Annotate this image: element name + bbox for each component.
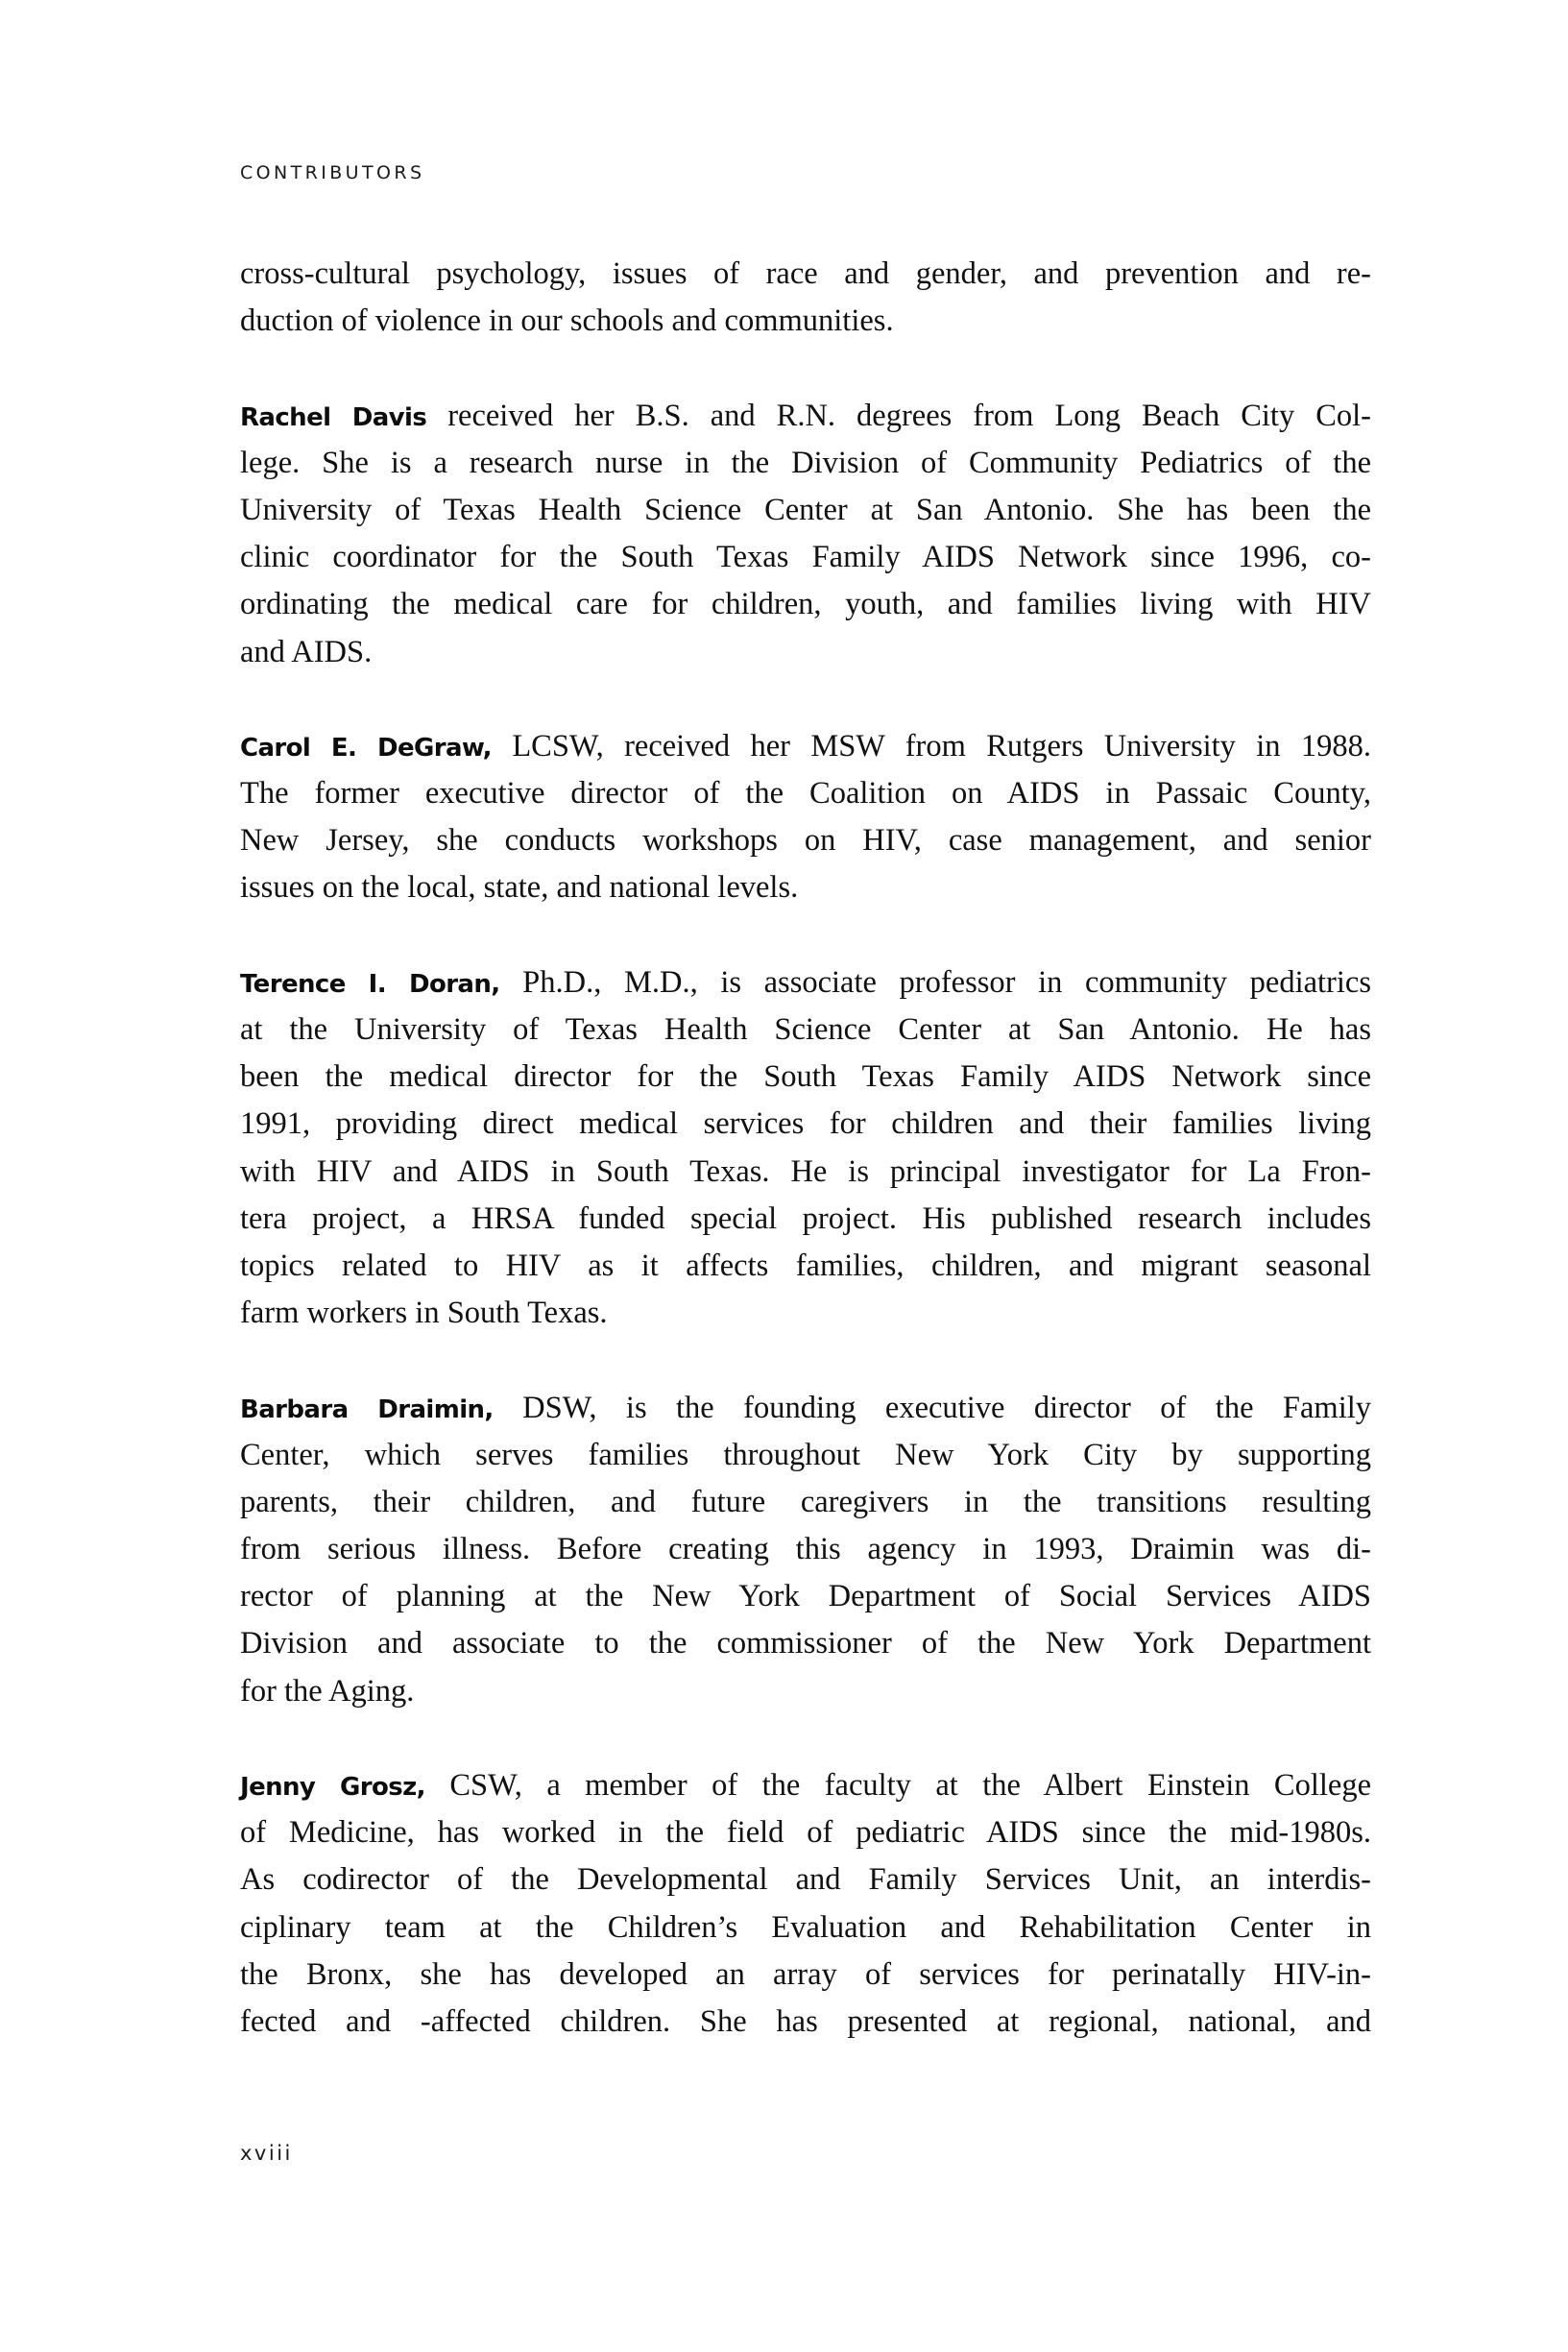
text-line: been the medical director for the South Texas Family AIDS Network since	[240, 1059, 1371, 1095]
text-line: Barbara Draimin, DSW, is the founding executive director of the Family	[240, 1390, 1371, 1425]
contributor-entry-barbara-draimin	[240, 1385, 1371, 1715]
text-line: fected and -affected children. She has presented at regional, national, and	[240, 2003, 1371, 2039]
contributor-name: Terence I. Doran,	[240, 969, 500, 999]
text-line: rector of planning at the New York Department of Social Services AIDS	[240, 1579, 1371, 1614]
page-number: xviii	[240, 2142, 293, 2165]
text-line: the Bronx, she has developed an array of services for perinatally HIV-in-	[240, 1956, 1371, 1992]
text-line: New Jersey, she conducts workshops on HIV, case management, and senior	[240, 823, 1371, 859]
text-line: ordinating the medical care for children, youth, and families living with HIV	[240, 587, 1371, 622]
contributor-entry-rachel-davis	[240, 393, 1371, 676]
text-line: cross-cultural psychology, issues of race and gender, and prevention and re-	[240, 256, 1371, 291]
text-line: farm workers in South Texas.	[240, 1296, 608, 1331]
text-line: 1991, providing direct medical services for children and their families living	[240, 1106, 1371, 1142]
contributor-name: Jenny Grosz,	[240, 1773, 425, 1802]
text-line: Center, which serves families throughout New York City by supporting	[240, 1437, 1371, 1472]
text-line: at the University of Texas Health Science Center at San Antonio. He has	[240, 1012, 1371, 1047]
text-line: Terence I. Doran, Ph.D., M.D., is associate professor in community pediatrics	[240, 964, 1371, 1000]
text-line: Division and associate to the commissioner of the New York Department	[240, 1626, 1371, 1661]
text-line: lege. She is a research nurse in the Division of Community Pediatrics of the	[240, 445, 1371, 480]
contributor-name: Rachel Davis	[240, 402, 427, 432]
contributor-entry-carol-degraw	[240, 723, 1371, 912]
running-head: CONTRIBUTORS	[240, 162, 425, 183]
text-line: from serious illness. Before creating this agency in 1993, Draimin was di-	[240, 1532, 1371, 1567]
text-line: topics related to HIV as it affects families, children, and migrant seasonal	[240, 1248, 1371, 1283]
text-line: of Medicine, has worked in the field of pediatric AIDS since the mid-1980s.	[240, 1815, 1371, 1851]
text-line: with HIV and AIDS in South Texas. He is principal investigator for La Fron-	[240, 1153, 1371, 1189]
body-text-column	[240, 251, 1371, 2093]
text-line: tera project, a HRSA funded special project. His published research includes	[240, 1200, 1371, 1236]
text-line: University of Texas Health Science Center at San Antonio. She has been the	[240, 492, 1371, 527]
text-line: clinic coordinator for the South Texas Family AIDS Network since 1996, co-	[240, 540, 1371, 575]
paragraph-continuation	[240, 251, 1371, 345]
text-line: As codirector of the Developmental and Family Services Unit, an interdis-	[240, 1862, 1371, 1898]
contributor-entry-terence-doran	[240, 959, 1371, 1338]
text-line: The former executive director of the Coalition on AIDS in Passaic County,	[240, 776, 1371, 812]
text-line: duction of violence in our schools and communities.	[240, 303, 894, 339]
text-line: and AIDS.	[240, 634, 373, 669]
text-line: issues on the local, state, and national levels.	[240, 870, 799, 906]
contributor-name: Carol E. DeGraw,	[240, 733, 492, 763]
contributor-name: Barbara Draimin,	[240, 1394, 494, 1424]
text-line: Jenny Grosz, CSW, a member of the faculty at the Albert Einstein College	[240, 1768, 1371, 1803]
text-line: Carol E. DeGraw, LCSW, received her MSW from Rutgers University in 1988.	[240, 728, 1371, 764]
text-line: for the Aging.	[240, 1673, 415, 1709]
text-line: parents, their children, and future caregivers in the transitions resulting	[240, 1484, 1371, 1519]
text-line: ciplinary team at the Children’s Evaluation and Rehabilitation Center in	[240, 1909, 1371, 1945]
contributor-entry-jenny-grosz	[240, 1762, 1371, 2046]
text-line: Rachel Davis received her B.S. and R.N. degrees from Long Beach City Col-	[240, 398, 1371, 433]
